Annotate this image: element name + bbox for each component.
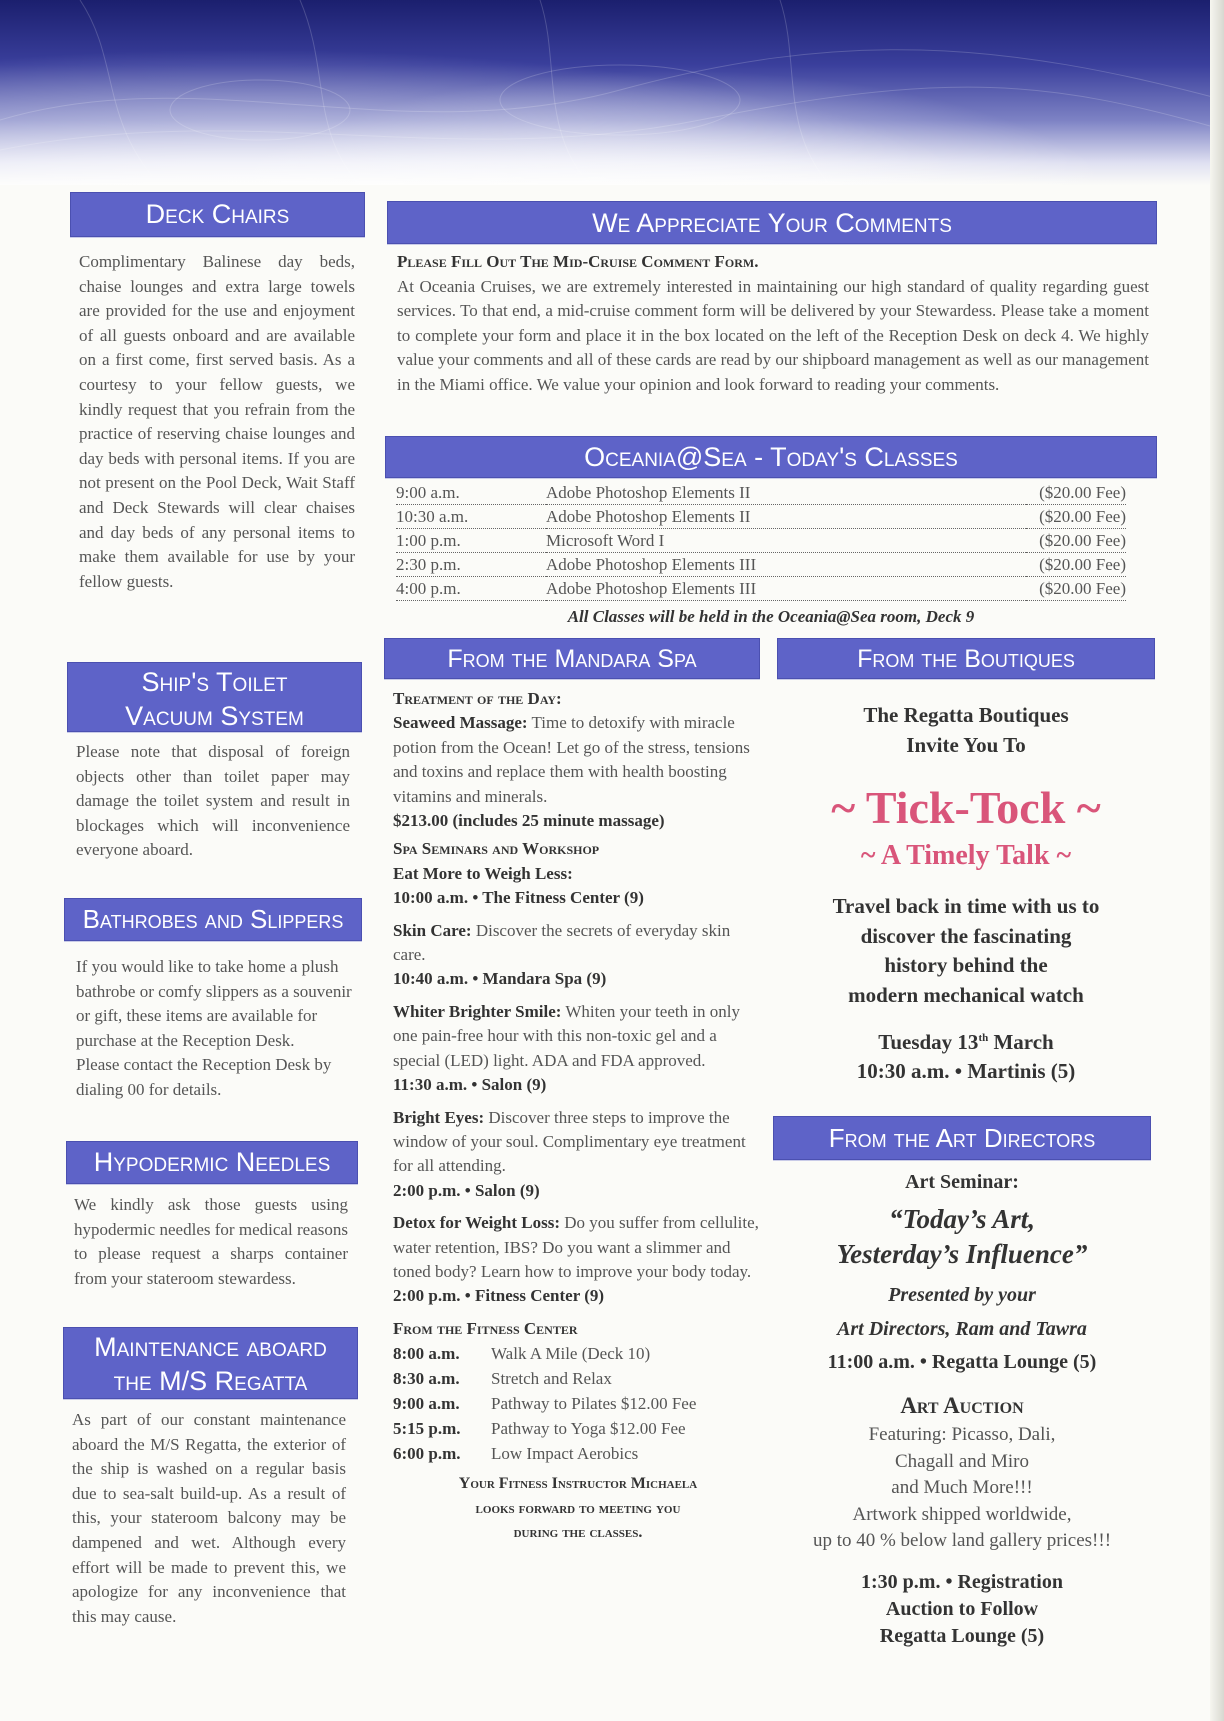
art-seminar-title-2: Yesterday’s Influence” xyxy=(836,1239,1088,1269)
boutiques-desc-3: history behind the xyxy=(884,953,1048,977)
spa-seaweed xyxy=(393,711,763,809)
spa-smile-text: Whiten your teeth in only one pain-free hour with this non-toxic gel and a special (LED) light. ADA and FDA approved. xyxy=(393,1001,741,1070)
comments-text: At Oceania Cruises, we are extremely interested in maintaining our high standard of quality regarding guest services. To that end, a mid-cruise comment form will be delivered by your Stewardess. Please take a moment to complete your form and place it in the box located on the left of the Reception Desk on deck 4. We highly value your comments and all of these cards are read by our shipboard management as well as our management in the Miami office. We value your opinion and look forward to reading your comments. xyxy=(397,276,1149,394)
spa-seaweed-label: Seaweed Massage: xyxy=(393,713,528,733)
tick-tock-title: ~ Tick-Tock ~ xyxy=(831,782,1101,833)
class-time: 4:00 p.m. xyxy=(396,577,546,601)
deck-chairs-text: Complimentary Balinese day beds, chaise lounges and extra large towels are provided for the use and enjoyment of all guests onboard and are available on a first come, first served basis. As a courtesy to your fellow guests, we kindly request that you refrain from the practice of reserving chaise lounges and day beds with personal items. If you are not present on the Pool Deck, Wait Staff and Deck Stewards will clear chaises and day beds of any personal items to make them available for use by your fellow guests. xyxy=(79,252,355,591)
fitness-row xyxy=(393,1366,763,1391)
class-time: 1:00 p.m. xyxy=(396,529,546,553)
class-row xyxy=(396,481,1126,505)
class-name: Microsoft Word I xyxy=(546,529,1026,553)
art-registration xyxy=(773,1569,1151,1650)
bathrobes-text-2: Please contact the Reception Desk by dialing 00 for details. xyxy=(76,1055,332,1099)
art-seminar-label: Art Seminar: xyxy=(905,1171,1019,1193)
instructor-line1: Your Fitness Instructor Michaela xyxy=(458,1475,698,1493)
bathrobes-header: Bathrobes and Slippers xyxy=(64,898,362,941)
spa-eat-time: 10:00 a.m. • The Fitness Center (9) xyxy=(393,888,644,908)
spa-smile-time: 11:30 a.m. • Salon (9) xyxy=(393,1075,547,1095)
toilet-title-line2: Vacuum System xyxy=(125,701,304,731)
art-reg-3: Regatta Lounge (5) xyxy=(879,1624,1045,1647)
class-fee: ($20.00 Fee) xyxy=(1026,481,1126,505)
spa-treatment-heading: Treatment of the Day: xyxy=(393,689,562,708)
boutiques-header: From the Boutiques xyxy=(777,638,1155,679)
boutiques-desc-2: discover the fascinating xyxy=(860,923,1072,948)
boutiques-date-day: Tuesday 13 xyxy=(878,1030,979,1054)
needles-header: Hypodermic Needles xyxy=(66,1141,358,1184)
spa-skin-time: 10:40 a.m. • Mandara Spa (9) xyxy=(393,969,607,989)
spa-section xyxy=(393,687,763,1545)
fitness-row xyxy=(393,1441,763,1466)
fitness-time: 9:00 a.m. xyxy=(393,1394,460,1414)
bathrobes-text xyxy=(76,955,354,1103)
spa-detox xyxy=(393,1211,763,1284)
fitness-activity: Pathway to Pilates $12.00 Fee xyxy=(491,1394,697,1414)
art-auction-title: Art Auction xyxy=(900,1393,1024,1418)
art-presented-2: Art Directors, Ram and Tawra xyxy=(837,1318,1087,1340)
classes-table xyxy=(396,481,1126,601)
class-row xyxy=(396,505,1126,529)
boutiques-date xyxy=(777,1024,1155,1057)
spa-detox-text: Do you suffer from cellulite, water retention, IBS? Do you want a slimmer and toned body? Learn how to improve your body today. xyxy=(393,1213,759,1281)
spa-skin-text: Discover the secrets of everyday skin care. xyxy=(393,920,731,965)
spa-smile xyxy=(393,1000,763,1073)
fitness-time: 8:00 a.m. xyxy=(393,1344,460,1364)
spa-header: From the Mandara Spa xyxy=(384,638,760,679)
spa-seaweed-price: $213.00 (includes 25 minute massage) xyxy=(393,811,665,831)
art-auction-5: up to 40 % below land gallery prices!!! xyxy=(812,1530,1112,1552)
fitness-list xyxy=(393,1341,763,1466)
boutiques-section xyxy=(777,700,1155,1086)
boutiques-date-month: March xyxy=(988,1030,1054,1054)
fitness-row xyxy=(393,1391,763,1416)
spa-eyes xyxy=(393,1106,763,1179)
spa-seminars-heading: Spa Seminars and Workshop xyxy=(393,839,600,859)
boutiques-desc-4: modern mechanical watch xyxy=(848,982,1084,1007)
maintenance-title-line2: the M/S Regatta xyxy=(113,1366,308,1396)
fitness-row xyxy=(393,1341,763,1366)
maintenance-text: As part of our constant maintenance aboard the M/S Regatta, the exterior of the ship is washed on a regular basis due to sea-salt build-up. As a result of this, your stateroom balcony may be dampened and wet. Although every effort will be made to prevent this, we apologize for any inconvenience that this may cause. xyxy=(72,1410,346,1626)
class-time: 9:00 a.m. xyxy=(396,481,546,505)
class-row xyxy=(396,553,1126,577)
art-section xyxy=(773,1168,1151,1650)
class-fee: ($20.00 Fee) xyxy=(1026,505,1126,529)
spa-eyes-time: 2:00 p.m. • Salon (9) xyxy=(393,1180,540,1200)
comments-header: We Appreciate Your Comments xyxy=(387,201,1157,244)
toilet-header xyxy=(67,662,362,732)
class-time: 2:30 p.m. xyxy=(396,553,546,577)
class-fee: ($20.00 Fee) xyxy=(1026,553,1126,577)
fitness-activity: Stretch and Relax xyxy=(491,1369,612,1389)
tick-tock-subtitle: ~ A Timely Talk ~ xyxy=(860,840,1072,871)
fitness-activity: Pathway to Yoga $12.00 Fee xyxy=(491,1419,686,1439)
art-presented-1: Presented by your xyxy=(888,1284,1036,1306)
comments-subtitle: Please Fill Out The Mid-Cruise Comment Form. xyxy=(397,252,759,271)
boutiques-time: 10:30 a.m. • Martinis (5) xyxy=(856,1059,1076,1083)
spa-detox-time: 2:00 p.m. • Fitness Center (9) xyxy=(393,1286,605,1306)
fitness-row xyxy=(393,1416,763,1441)
art-header: From the Art Directors xyxy=(773,1116,1151,1160)
fitness-time: 5:15 p.m. xyxy=(393,1419,461,1439)
boutiques-invite-1: The Regatta Boutiques xyxy=(863,703,1069,727)
classes-table-wrap xyxy=(396,481,1126,601)
toilet-text: Please note that disposal of foreign objects other than toilet paper may damage the toilet system and result in blockages which will inconvenience everyone aboard. xyxy=(76,742,350,860)
boutiques-desc xyxy=(777,892,1155,1010)
spa-eat-label: Eat More to Weigh Less: xyxy=(393,863,573,883)
instructor-note xyxy=(393,1472,763,1545)
header-banner xyxy=(0,0,1224,185)
class-time: 10:30 a.m. xyxy=(396,505,546,529)
class-name: Adobe Photoshop Elements II xyxy=(546,505,1026,529)
fitness-time: 6:00 p.m. xyxy=(393,1444,461,1464)
art-auction-3: and Much More!!! xyxy=(891,1477,1033,1499)
comments-section xyxy=(397,250,1149,398)
art-auction-2: Chagall and Miro xyxy=(894,1450,1030,1472)
class-name: Adobe Photoshop Elements II xyxy=(546,481,1026,505)
classes-header: Oceania@Sea - Today's Classes xyxy=(385,436,1157,478)
spa-eyes-text: Discover three steps to improve the window of your soul. Complimentary eye treatment for all attending. xyxy=(393,1107,746,1176)
classes-table-body xyxy=(396,481,1126,601)
art-auction-4: Artwork shipped worldwide, xyxy=(852,1503,1072,1525)
art-auction-details xyxy=(773,1422,1151,1555)
map-watermark xyxy=(0,0,1224,185)
art-reg-1: 1:30 p.m. • Registration xyxy=(861,1570,1063,1593)
spa-seaweed-text: Time to detoxify with miracle potion from the Ocean! Let go of the stress, tensions and toxins and replace them with health boosting vitamins and minerals. xyxy=(393,713,750,806)
art-seminar-time: 11:00 a.m. • Regatta Lounge (5) xyxy=(827,1351,1097,1373)
class-row xyxy=(396,529,1126,553)
art-seminar-title-1: “Today’s Art, xyxy=(888,1204,1035,1234)
class-fee: ($20.00 Fee) xyxy=(1026,577,1126,601)
fitness-activity: Walk A Mile (Deck 10) xyxy=(491,1344,651,1364)
art-reg-2: Auction to Follow xyxy=(885,1597,1039,1620)
classes-note: All Classes will be held in the Oceania@Sea room, Deck 9 xyxy=(567,607,975,626)
fitness-activity: Low Impact Aerobics xyxy=(491,1444,639,1464)
art-presented xyxy=(773,1278,1151,1346)
art-seminar-title xyxy=(773,1202,1151,1272)
spa-skin-label: Skin Care: xyxy=(393,920,472,940)
class-fee: ($20.00 Fee) xyxy=(1026,529,1126,553)
maintenance-title-line1: Maintenance aboard xyxy=(94,1332,327,1362)
instructor-line3: during the classes. xyxy=(513,1523,643,1541)
instructor-line2: looks forward to meeting you xyxy=(475,1499,681,1517)
needles-text: We kindly ask those guests using hypodermic needles for medical reasons to please request a sharps container from your stateroom stewardess. xyxy=(74,1195,348,1288)
toilet-title-line1: Ship's Toilet xyxy=(141,667,288,697)
fitness-heading: From the Fitness Center xyxy=(393,1318,578,1338)
spa-smile-label: Whiter Brighter Smile: xyxy=(393,1001,562,1021)
class-row xyxy=(396,577,1126,601)
class-name: Adobe Photoshop Elements III xyxy=(546,577,1026,601)
maintenance-header xyxy=(63,1327,358,1399)
art-auction-1: Featuring: Picasso, Dali, xyxy=(868,1424,1056,1445)
spa-detox-label: Detox for Weight Loss: xyxy=(393,1213,561,1233)
bathrobes-text-1: If you would like to take home a plush bathrobe or comfy slippers as a souvenir or gift, these items are available for purchase at the Reception Desk. xyxy=(76,957,352,1050)
spa-eyes-label: Bright Eyes: xyxy=(393,1107,485,1127)
boutiques-invite-2: Invite You To xyxy=(906,733,1026,757)
spa-skin xyxy=(393,919,763,968)
class-name: Adobe Photoshop Elements III xyxy=(546,553,1026,577)
boutiques-date-sup: th xyxy=(978,1032,989,1044)
fitness-time: 8:30 a.m. xyxy=(393,1369,460,1389)
page-edge xyxy=(1210,0,1224,1721)
deck-chairs-header: Deck Chairs xyxy=(70,192,365,237)
boutiques-desc-1: Travel back in time with us to xyxy=(832,894,1100,918)
